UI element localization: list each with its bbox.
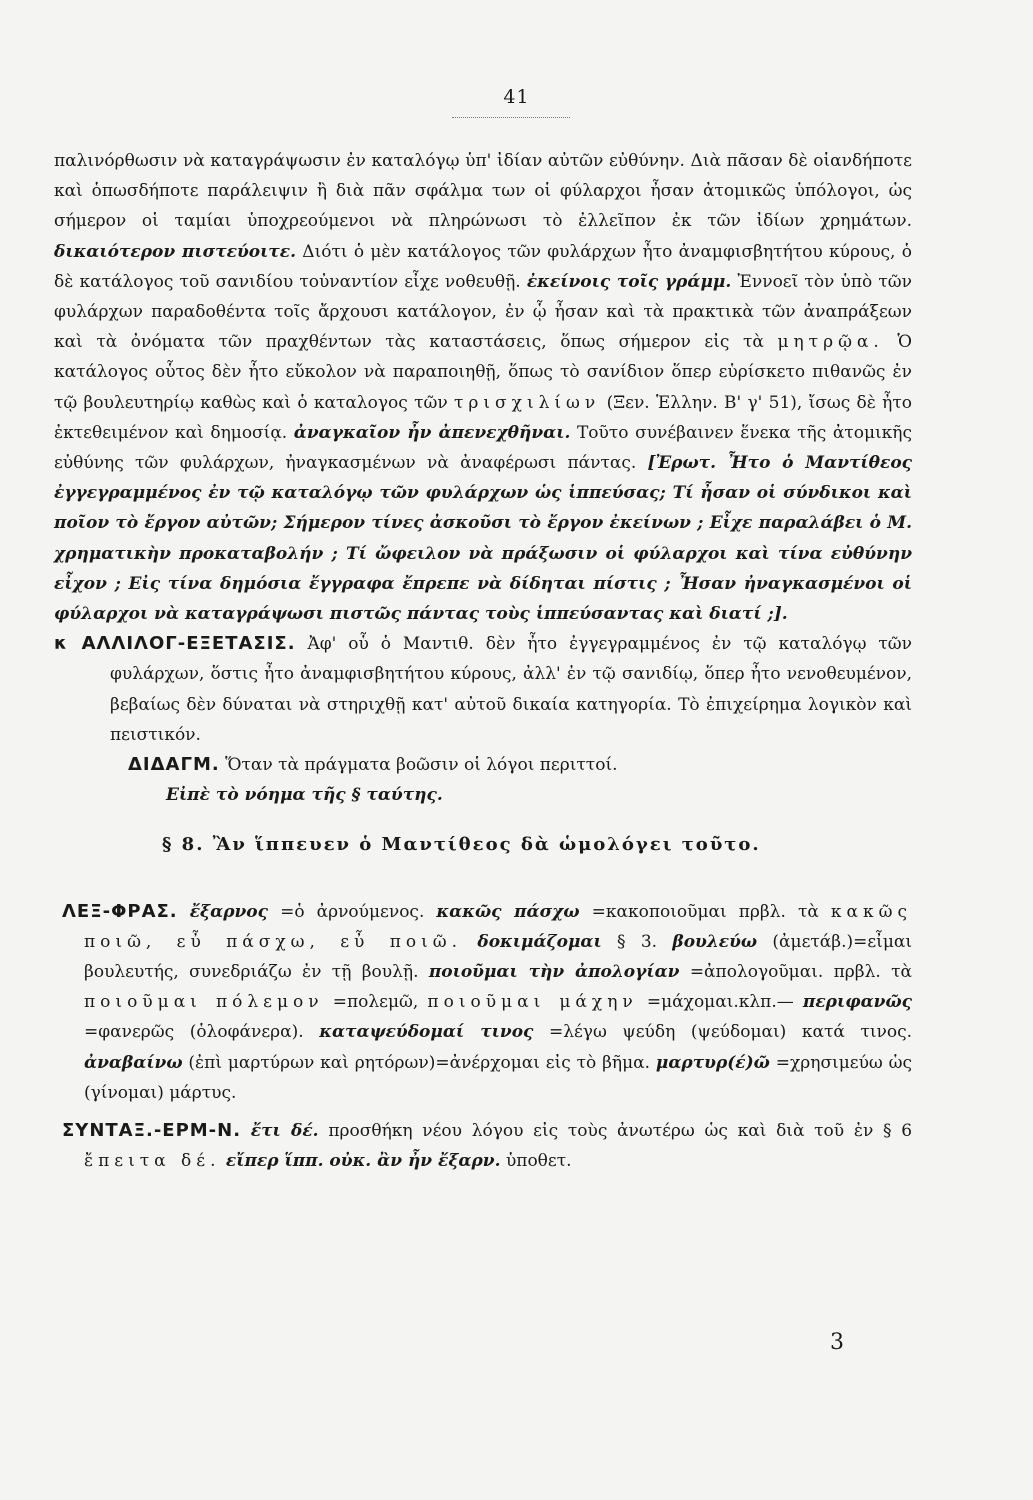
text: =πολεμῶ,	[332, 992, 428, 1013]
page-number: 41	[503, 86, 530, 108]
syntax-paragraph	[54, 1116, 912, 1176]
lemma: μαρτυρ(έ)ῶ	[655, 1052, 770, 1073]
lesson-text: Ὅταν τὰ πράγματα βοῶσιν οἱ λόγοι περιττοί.	[225, 755, 618, 776]
text: Ἐννοεῖ τὸν ὑπὸ τῶν φυλάρχων παραδοθέντα τοῖς ἄρχουσι κατάλογον, ἐν ᾧ ἦσαν καὶ τὰ πρακτικὰ τῶν ἀναπράξεων καὶ τὰ ὀνόματα τῶν πραχθέντων τὰς καταστάσεις, ὅπως σήμερον εἰς τὰ	[54, 271, 912, 353]
text: ὑποθετ.	[505, 1151, 572, 1172]
spaced-word: ποιοῦμαι μάχην	[427, 992, 638, 1013]
lemma: δοκιμάζομαι	[477, 931, 602, 952]
lemma: περιφανῶς	[802, 992, 913, 1013]
lemma: βουλεύω	[672, 931, 758, 952]
text: =κακοποιοῦμαι πρβλ. τὰ	[591, 901, 831, 922]
lemma: ἐκείνοις τοῖς γράμμ.	[526, 271, 732, 292]
text: =φανερῶς (ὁλοφάνερα).	[84, 1022, 320, 1043]
body-text	[54, 146, 912, 1177]
text: =λέγω ψεύδη (ψεύδομαι) κατά τινος.	[548, 1022, 913, 1043]
signature-mark: 3	[830, 1330, 844, 1355]
critique-paragraph	[54, 629, 912, 750]
critique-text: Ἀφ' οὗ ὁ Μαντιθ. δὲν ἦτο ἐγγεγραμμένος ἐν τῷ καταλόγῳ τῶν φυλάρχων, ὅστις ἦτο ἀναμφισβητήτου κύρους, ἀλλ' ἐν τῷ σανιδίῳ, ὅπερ ἦτο νενοθευμένον, βεβαίως δὲν δύναται νὰ στηριχθῇ κατ' αὐτοῦ δικαία κατηγορία. Τὸ ἐπιχείρημα λογικὸν καὶ πειστικόν.	[110, 634, 912, 745]
text: =ἀπολογοῦμαι. πρβλ. τὰ	[689, 962, 913, 983]
text: (ἀμετάβ.)=εἶμαι βουλευτής, συνεδριάζω ἐν τῇ βουλῇ.	[84, 931, 913, 983]
text: § 3.	[617, 931, 673, 952]
section-heading: § 8. Ἂν ἵππευεν ὁ Μαντίθεος δὰ ὡμολόγει τοῦτο.	[162, 834, 761, 856]
text: Ὁ κατάλογος οὗτος δὲν ἦτο εὔκολον νὰ παραποιηθῇ, ὅπως τὸ σανίδιον ὅπερ εὑρίσκετο πιθανῶς ἐν τῷ βουλευτηρίῳ καθὼς καὶ ὁ καταλογος τῶν	[54, 332, 913, 413]
text: =χρησιμεύω ὡς (γίνομαι) μάρτυς.	[84, 1052, 912, 1103]
text: =μάχομαι.κλπ.—	[646, 992, 794, 1013]
spaced-word: μητρῷα.	[777, 332, 884, 353]
lemma: ἀναγκαῖον ἦν ἀπενεχθῆναι.	[293, 422, 571, 443]
vocabulary-label: ΛΕΞ-ΦΡΑΣ.	[62, 900, 178, 922]
header-rule	[452, 117, 570, 118]
spaced-word: ποιοῦμαι πόλεμον	[84, 992, 324, 1013]
lemma: ποιοῦμαι τὴν ἀπολογίαν	[428, 962, 680, 983]
lemma: εἴπερ ἵππ. οὐκ. ἂν ἦν ἔξαρν.	[225, 1151, 501, 1172]
text: (Ξεν. Ἑλλην. Β' γ' 51), ἴσως δὲ ἦτο ἐκτεθειμένον καὶ δημοσίᾳ.	[54, 392, 913, 443]
spaced-word: κακῶς ποιῶ, εὖ πάσχω, εὖ ποιῶ.	[84, 901, 913, 952]
lemma: κακῶς πάσχω	[436, 901, 580, 922]
vocabulary-text	[84, 902, 912, 1103]
lemma: ἔξαρνος	[189, 901, 268, 922]
spaced-word: ἔπειτα δέ.	[84, 1151, 221, 1172]
lemma: δικαιότερον πιστεύοιτε.	[54, 241, 296, 262]
questions-text: Ἦτο ὁ Μαντίθεος ἐγγεγραμμένος ἐν τῷ καταλόγῳ τῶν φυλάρχων ὡς ἱππεύσας; Τί ἦσαν οἱ σύνδικοι καὶ ποῖον τὸ ἔργον αὐτῶν; Σήμερον τίνες ἀσκοῦσι τὸ ἔργον ἐκείνων ; Εἶχε παραλάβει ὁ Μ. χρηματικὴν προκαταβολήν ; Τί ὤφειλον νὰ πράξωσιν οἱ φύλαρχοι καὶ τίνα εὐθύνην εἶχον ; Εἰς τίνα δημόσια ἔγγραφα ἔπρεπε νὰ δίδηται πίστις ; Ἦσαν ἠναγκασμένοι οἱ φύλαρχοι νὰ καταγράψωσι πιστῶς πάντας τοὺς ἱππεύσαντας καὶ διατί ;].	[54, 453, 913, 625]
lesson-label: ΔΙΔΑΓΜ.	[128, 754, 220, 776]
text: Διότι ὁ μὲν κατάλογος τῶν φυλάρχων ἦτο ἀναμφισβητήτου κύρους, ὁ δὲ κατάλογος τοῦ σανιδίου τοὐναντίον εἶχε νοθευθῇ.	[54, 241, 912, 292]
lemma: καταψεύδομαί τινος	[319, 1022, 534, 1043]
lemma: ἔτι δέ.	[250, 1121, 319, 1142]
lemma: ἀναβαίνω	[84, 1052, 183, 1073]
spaced-word: τρισχιλίων	[453, 392, 601, 413]
paragraph-commentary	[54, 146, 912, 629]
text: =ὁ ἀρνούμενος.	[280, 901, 437, 922]
lesson-paragraph	[54, 750, 912, 780]
prompt-paragraph	[54, 780, 912, 810]
questions-label: [Ἐρωτ.	[647, 453, 717, 474]
text: Τοῦτο συνέβαινεν ἕνεκα τῆς ἀτομικῆς εὐθύνης τῶν φυλάρχων, ἠναγκασμένων νὰ ἀναφέρωσι πάντας.	[54, 422, 912, 474]
prompt-text: Εἰπὲ τὸ νόημα τῆς § ταύτης.	[166, 785, 443, 806]
text: (ἐπὶ μαρτύρων καὶ ρητόρων)=ἀνέρχομαι εἰς τὸ βῆμα.	[188, 1052, 656, 1073]
critique-label: κ ΑΛΛΙΛΟΓ-ΕΞΕΤΑΣΙΣ.	[54, 633, 296, 655]
syntax-label: ΣΥΝΤΑΞ.-ΕΡΜ-Ν.	[62, 1120, 242, 1142]
vocabulary-paragraph	[54, 897, 912, 1108]
text: παλινόρθωσιν νὰ καταγράψωσιν ἐν καταλόγῳ ὑπ' ἰδίαν αὐτῶν εὐθύνην. Διὰ πᾶσαν δὲ οἱανδήποτε καὶ ὁπωσδήποτε παράλειψιν ἢ διὰ πᾶν σφάλμα των οἱ φύλαρχοι ἦσαν ἀτομικῶς ὑπόλογοι, ὡς σήμερον οἱ ταμίαι ὑποχρεούμενοι νὰ πληρώνωσι τὸ ἐλλεῖπον ἐκ τῶν ἰδίων χρημάτων.	[54, 151, 912, 232]
text: προσθήκη νέου λόγου εἰς τοὺς ἀνωτέρω ὡς καὶ διὰ τοῦ ἐν § 6	[328, 1121, 913, 1142]
